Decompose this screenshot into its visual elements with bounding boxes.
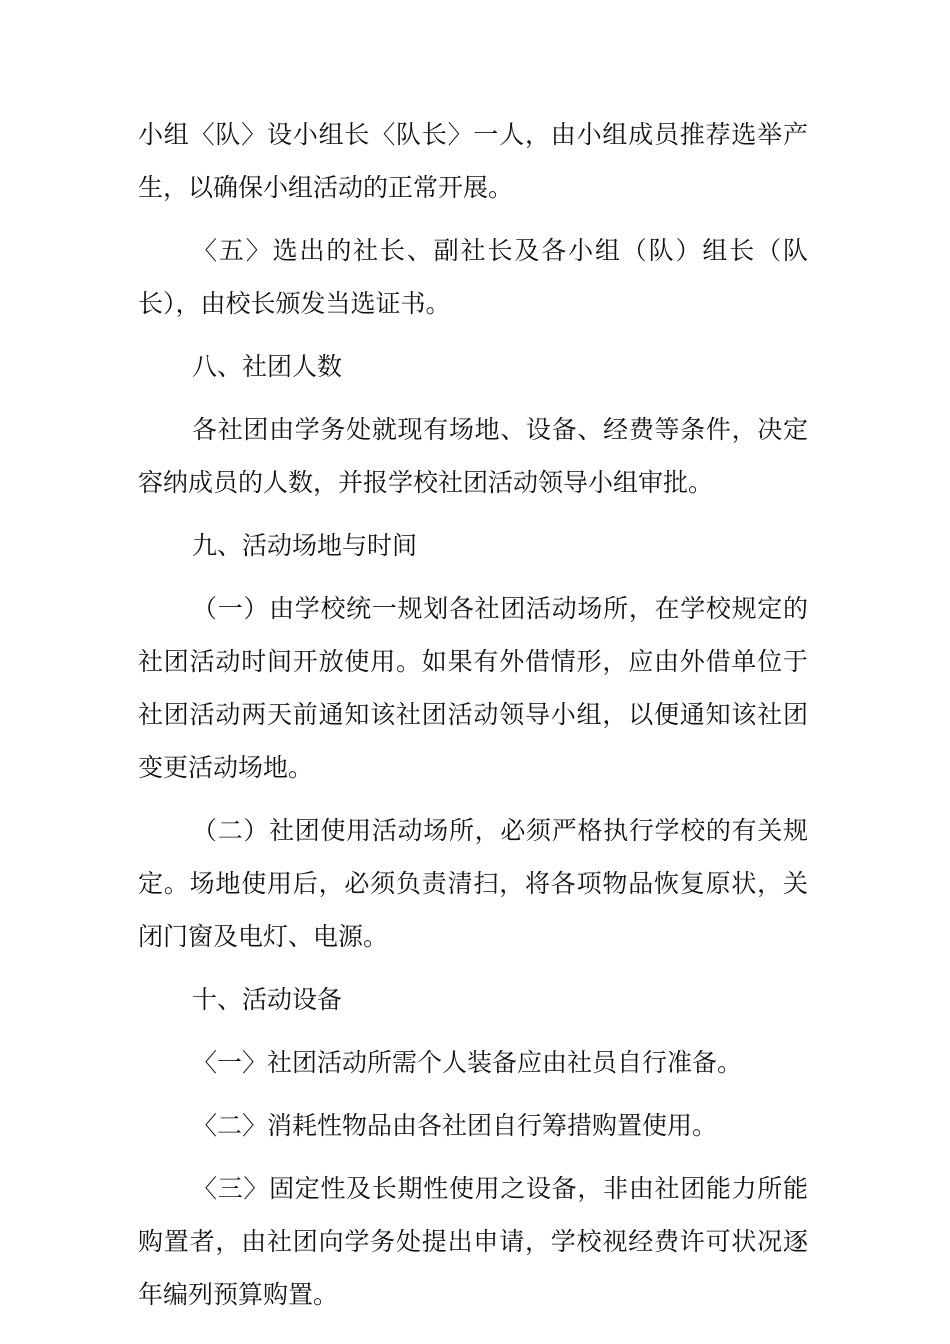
paragraph-venue-planning: （一）由学校统一规划各社团活动场所，在学校规定的社团活动时间开放使用。如果有外借情形，应由外借单位于社团活动两天前通知该社团活动领导小组，以便通知该社团变更活动场地。 [138,594,808,782]
document-body [138,108,808,1331]
section-heading-venue-time: 九、活动场地与时间 [192,531,418,560]
paragraph-certificate: 〈五〉选出的社长、副社长及各小组（队）组长（队长），由校长颁发当选证书。 [138,236,808,318]
paragraph-venue-usage: （二）社团使用活动场所，必须严格执行学校的有关规定。场地使用后，必须负责清扫，将各项物品恢复原状，关闭门窗及电灯、电源。 [138,816,808,951]
paragraph-fixed-equipment: 〈三〉固定性及长期性使用之设备，非由社团能力所能购置者，由社团向学务处提出申请，学校视经费许可状况逐年编列预算购置。 [138,1174,808,1309]
paragraph-group-leader: 小组〈队〉设小组长〈队长〉一人，由小组成员推荐选举产生，以确保小组活动的正常开展。 [138,120,808,202]
paragraph-personal-equipment: 〈一〉社团活动所需个人装备应由社员自行准备。 [192,1048,743,1077]
section-heading-membership: 八、社团人数 [192,352,343,381]
paragraph-membership: 各社团由学务处就现有场地、设备、经费等条件，决定容纳成员的人数，并报学校社团活动领导小组审批。 [138,415,808,497]
paragraph-consumables: 〈二〉消耗性物品由各社团自行筹措购置使用。 [192,1111,718,1140]
section-heading-equipment: 十、活动设备 [192,985,343,1014]
